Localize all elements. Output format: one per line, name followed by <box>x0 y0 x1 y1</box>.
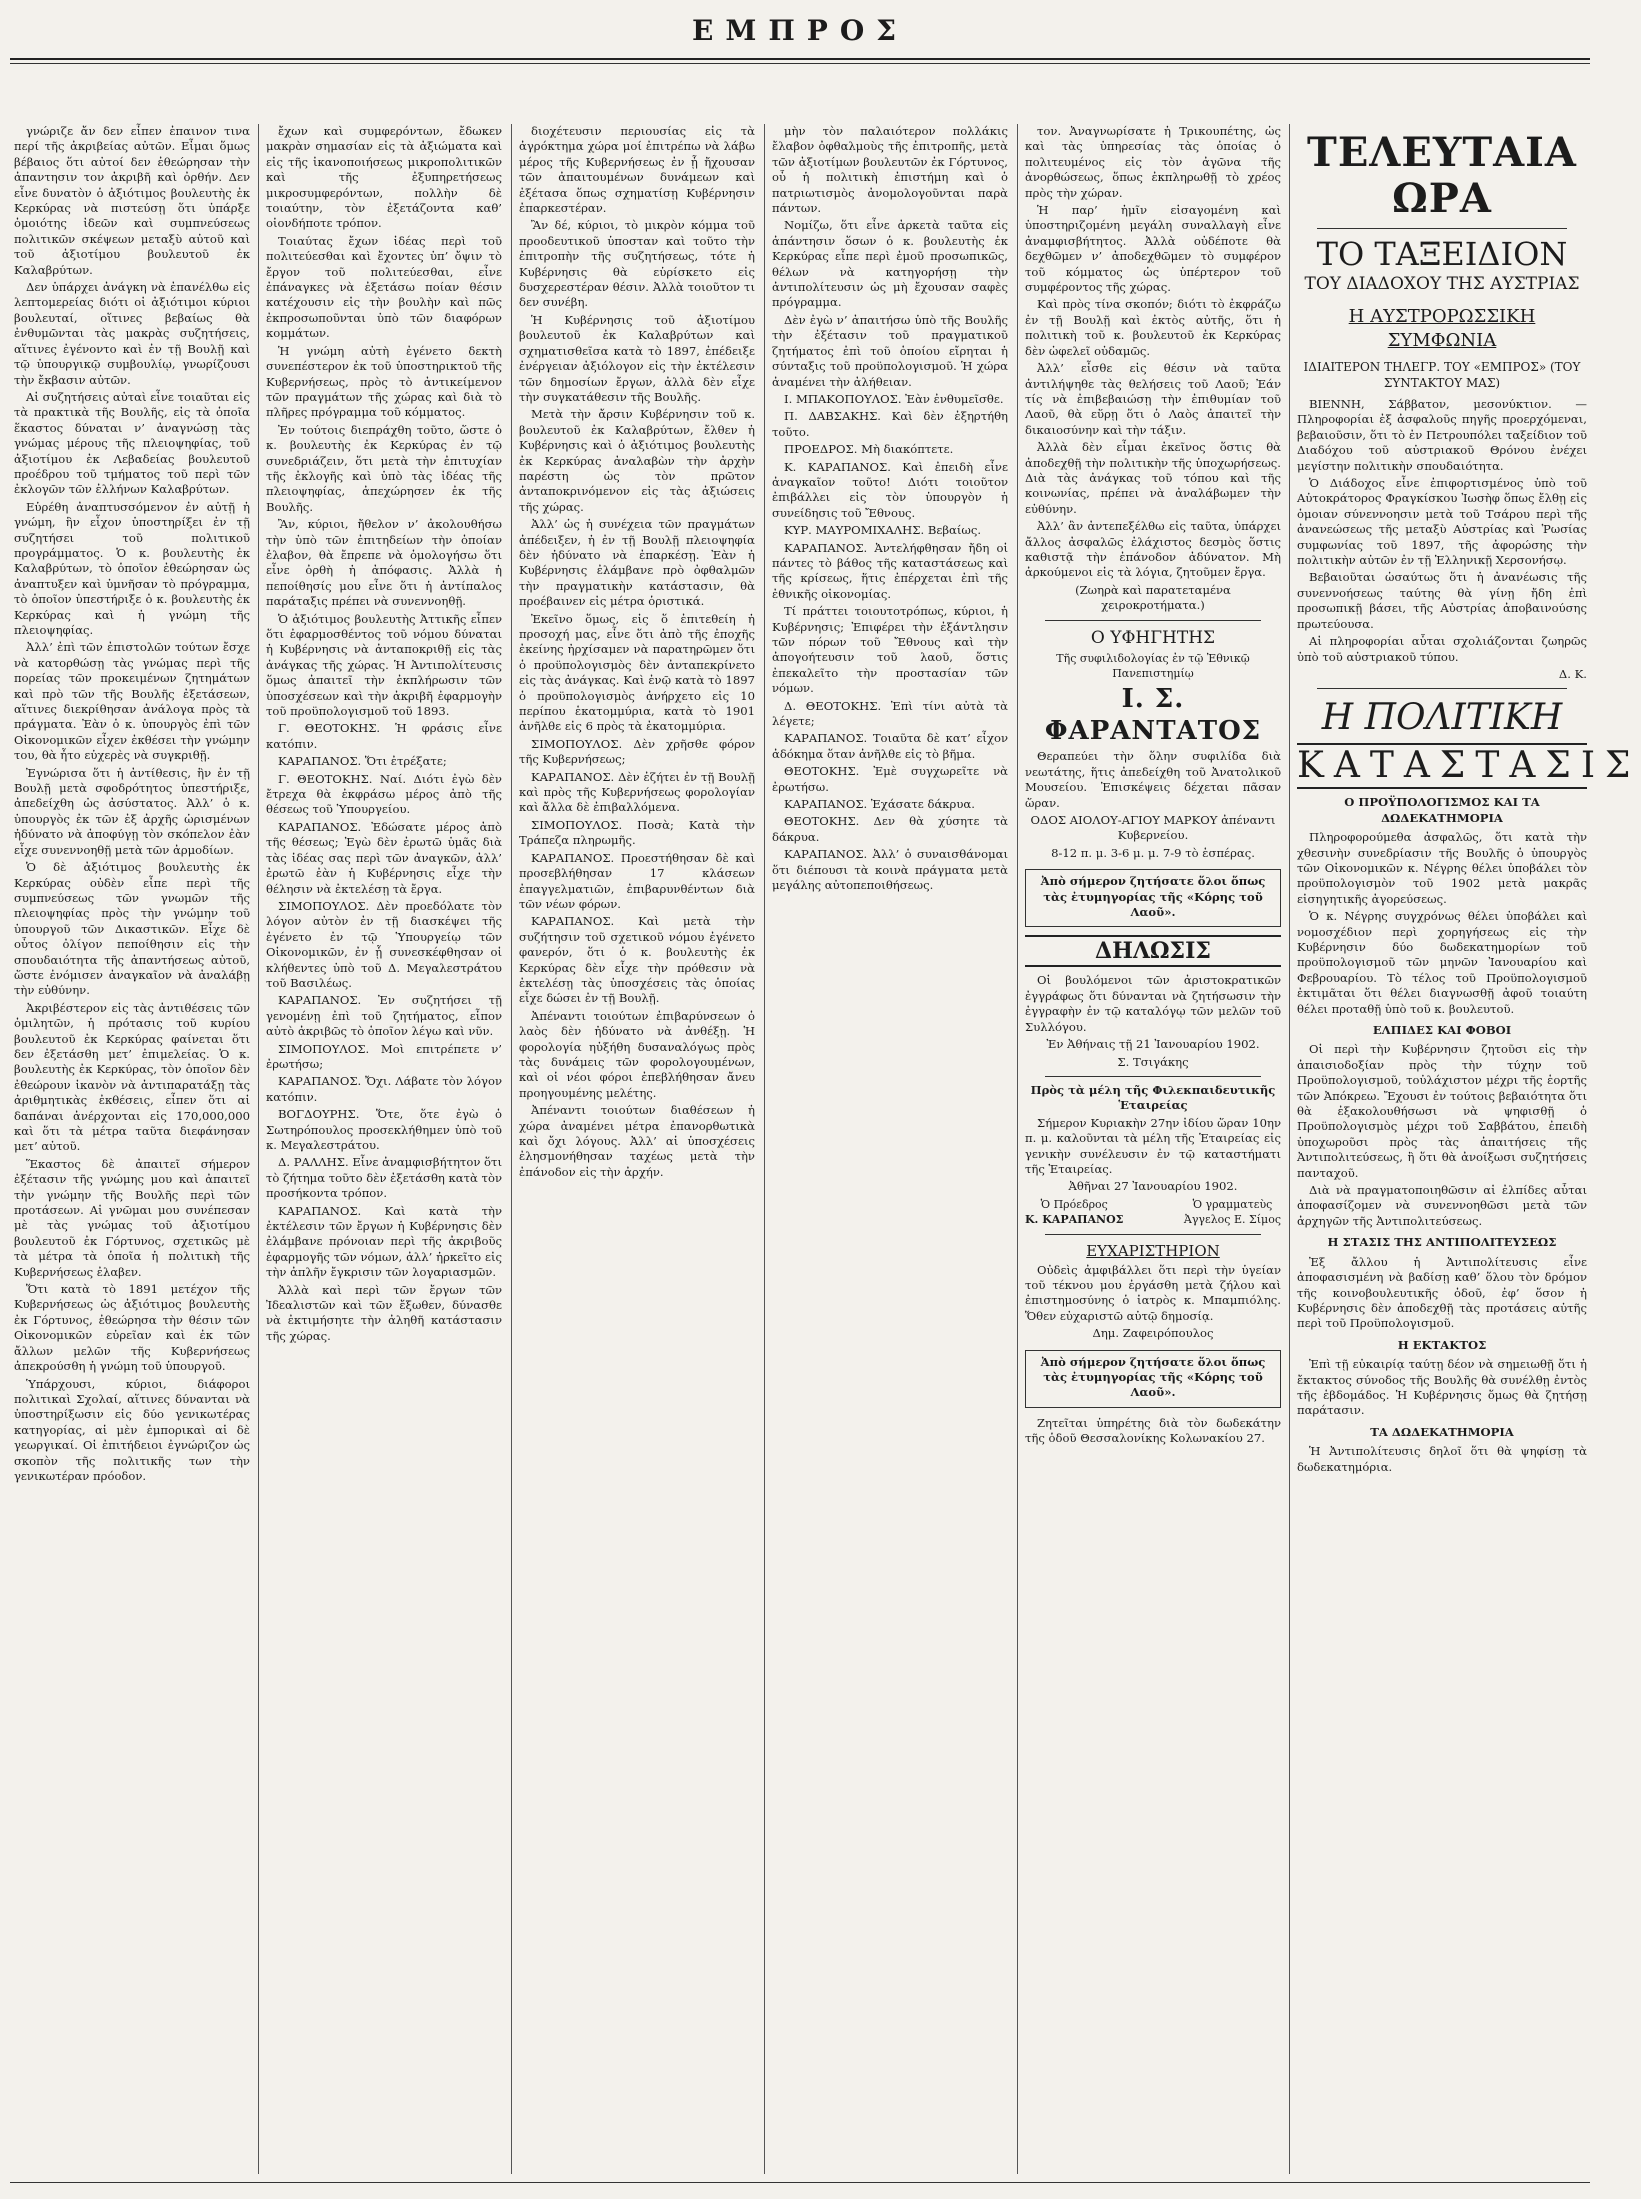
ad-hours: 8-12 π. μ. 3-6 μ. μ. 7-9 τὸ ἑσπέρας. <box>1051 845 1255 860</box>
paragraph: Ἀκριβέστερον εἰς τὰς ἀντιθέσεις τῶν ὁμιλητῶν, ἡ πρότασις τοῦ κυρίου βουλευτοῦ ἐκ Κερκύρας φαίνεται ὅτι δεν ἐξετάσθη μετ’ ἐπιμελείας. Ὁ κ. βουλευτὴς ἐκ Κερκύρας, τὸν ὁποῖον δὲν ἐθεώρουν ἱκανὸν νὰ ἀντιπαρατάξῃ τὰς ἀριθμητικὰς ἐκθέσεις, εἶπεν ὅτι αἱ δαπάναι ἀνέρχονται εἰς 170,000,000 καὶ ὅτι τὰ μέτρα ταῦτα διεφάνησαν μετ’ αὐτοῦ. <box>14 1000 250 1154</box>
ad-title: Ο ΥΦΗΓΗΤΗΣ <box>1090 627 1216 648</box>
last-hour-title: ΤΕΛΕΥΤΑΙΑ ΩΡΑ <box>1307 129 1577 222</box>
paragraph: Διὰ νὰ πραγματοποιηθῶσιν αἱ ἐλπίδες αὗται ἀποφασίζομεν νὰ συνεννοηθῶσι μετὰ τῶν ἀρχηγῶν τῆς Ἀντιπολιτεύσεως. <box>1297 1183 1587 1228</box>
paragraph: Ἡ γνώμη αὐτὴ ἐγένετο δεκτὴ συνεπέστερον ἐκ τοῦ ὑποστηρικτοῦ τῆς Κυβερνήσεως, πρὸς τὸ ἀντικείμενον τῶν πραγμάτων τῆς χώρας καὶ διὰ τὸ πλῆρες πρόγραμμα τοῦ κόμματος. <box>266 343 502 420</box>
paragraph: Ἐγνώρισα ὅτι ἡ ἀντίθεσις, ἣν ἐν τῇ Βουλῇ μετὰ σφοδρότητος ὑπεστήριξε, ἀπεδείχθη ὡς ἀσύστατος. Ἀλλ’ ὁ κ. ὑπουργὸς ἐκ τῶν ἐξ ἀρχῆς ὡρισμένων ἠδύνατο νὰ ἀποφύγῃ τὸν σκόπελον ἐὰν εἶχε συνεννοηθῇ μετὰ τῶν ἀρμοδίων. <box>14 765 250 857</box>
paragraph: Ἀλλ’ ὡς ἡ συνέχεια τῶν πραγμάτων ἀπέδειξεν, ἡ ἐν τῇ Βουλῇ πλειοψηφία δὲν ἠδύνατο νὰ ἐπαρκέσῃ. Ἐὰν ἡ Κυβέρνησις ἐλάμβανε πρὸ ὀφθαλμῶν τὴν πραγματικὴν κατάστασιν, θὰ προέβαινεν εἰς μέτρα ὁριστικά. <box>519 517 755 609</box>
paragraph: Ὁ δὲ ἀξιότιμος βουλευτὴς ἐκ Κερκύρας οὐδὲν εἶπε περὶ τῆς συμπνεύσεως τῶν γνωμῶν τῆς πλειοψηφίας πρὸς τὴν γνώμην τοῦ ὑπουργοῦ τῶν Δικαστικῶν. Εἶχε δὲ οὗτος ὀλίγον πεποίθησιν εἰς τὴν σπουδαιότητα τῆς ἀπαντήσεως αὐτοῦ, ὥστε ἐνόμισεν ἀναγκαῖον νὰ ἀναλάβῃ τὴν εὐθύνην. <box>14 860 250 998</box>
secretary-block <box>1184 1197 1281 1228</box>
speaker-line: ΠΡΟΕΔΡΟΣ. Μὴ διακόπτετε. <box>784 442 954 457</box>
paragraph: Καὶ πρὸς τίνα σκοπόν; διότι τὸ ἐκφράζω ἐν τῇ Βουλῇ καὶ ἐκτὸς αὐτῆς, ὅτι ἡ πολιτικὴ τοῦ κ. βουλευτοῦ ἐκ Κερκύρας δὲν ὠφελεῖ οὐδαμῶς. <box>1025 297 1281 358</box>
speaker-line: ΘΕΟΤΟΚΗΣ. Δεν θὰ χύσητε τὰ δάκρυα. <box>772 814 1008 844</box>
paragraph: Πληροφορούμεθα ἀσφαλῶς, ὅτι κατὰ τὴν χθεσινὴν συνεδρίασιν τῆς Βουλῆς ὁ ὑπουργὸς τῶν Οἰκονομικῶν κ. Νέγρης θέλει ὑποβάλει τὸν προϋπολογισμὸν τοῦ 1902 μετὰ μακρᾶς εἰσηγητικῆς ἀγορεύσεως. <box>1297 830 1587 906</box>
paragraph: Ὑπάρχουσι, κύριοι, διάφοροι πολιτικαὶ Σχολαί, αἵτινες δύνανται νὰ ὑποστηρίξωσιν εἰς δύο γενικωτέρας κατηγορίας, αἱ μὲν ἐμπορικαὶ αἱ δὲ γεωργικαί. Οἱ ἐπιτήδειοι ἐγνώριζον ὡς σκοπὸν τῆς πολιτικῆς των τὴν γενικωτέραν πρόοδον. <box>14 1376 250 1483</box>
masthead-rule <box>10 58 1590 60</box>
ad-address: ΟΔΟΣ ΑΙΟΛΟΥ-ΑΓΙΟΥ ΜΑΡΚΟΥ ἀπέναντι Κυβερνείου. <box>1030 813 1276 843</box>
section-divider <box>1045 1076 1261 1077</box>
masthead-rule-thin <box>10 63 1590 64</box>
secretary-name: Ἀγγελος Ε. Σίμος <box>1183 1213 1281 1227</box>
column-3 <box>519 124 755 2174</box>
column-2 <box>266 124 502 2174</box>
secretary-title: Ὁ γραμματεὺς <box>1192 1197 1273 1211</box>
paragraph: Ὁ Διάδοχος εἶνε ἐπιφορτισμένος ὑπὸ τοῦ Αὐτοκράτορος Φραγκίσκου Ἰωσὴφ ὅπως ἔλθῃ εἰς ὁμοιαν σύνεννοησιν μετὰ τοῦ Τσάρου περὶ τῆς ἀνανεώσεως τῆς μεταξὺ Αὐστρίας καὶ Ῥωσίας συμφωνίας τοῦ 1897, τῆς ἀφορώσης τὴν πολιτικὴν αὐτῶν ἐν τῇ Ἑλληνικῇ Χερσονήσῳ. <box>1297 476 1587 568</box>
society-notice-head: Πρὸς τὰ μέλη τῆς Φιλεκπαιδευτικῆς Ἑταιρείας <box>1030 1082 1276 1113</box>
paragraph: Τί πράττει τοιουτοτρόπως, κύριοι, ἡ Κυβέρνησις; Ἐπιφέρει τὴν ἐξάντλησιν τῶν πόρων τοῦ Ἔθνους καὶ τὴν ἀπογοήτευσιν τοῦ λαοῦ, ὅστις ἐπεκαλεῖτο τὴν προστασίαν τῶν νόμων. <box>772 604 1008 696</box>
paragraph: Ἀλλ’ εἶσθε εἰς θέσιν νὰ ταῦτα ἀντιλήψηθε τὰς θελήσεις τοῦ Λαοῦ; Ἐάν τίς νὰ ἐπιβεβαιώσῃ τὴν ἐπιθυμίαν τοῦ Λαοῦ, θὰ εὕρῃ ὅτι ὁ Λαὸς ἀπαιτεῖ τὴν δικαιοσύνην καὶ τὴν τάξιν. <box>1025 361 1281 437</box>
speaker-line: ΚΥΡ. ΜΑΥΡΟΜΙΧΑΛΗΣ. Βεβαίως. <box>784 523 982 538</box>
speaker-line: ΣΙΜΟΠΟΥΛΟΣ. Δὲν προεδόλατε τὸν λόγον αὐτὸν ἐν τῇ διασκέψει τῆς ἐγένετο ἐν τῷ Ὑπουργείῳ τῶν Οἰκονομικῶν, ἐν ᾗ συνεσκέφθησαν οἱ κλήθεντες ὑπὸ τοῦ Δ. Μεγαλεστράτου τοῦ Βασιλέως. <box>266 898 502 990</box>
speaker-line: ΚΑΡΑΠΑΝΟΣ. Προεστήθησαν δὲ καὶ προσεβλήθησαν 17 κλάσεων ἐπαγγελματιῶν, ἐπιβαρυνθέντων διὰ τῶν νέων φόρων. <box>519 850 755 911</box>
column-divider <box>1017 124 1018 2174</box>
paragraph: Ἐξ ἄλλου ἡ Ἀντιπολίτευσις εἶνε ἀποφασισμένη νὰ βαδίσῃ καθ’ ὅλου τὸν δρόμον τῆς κοινοβουλευτικῆς ὁδοῦ, ἐφ’ ὅσον ἡ Κυβέρνησις δὲν ἀποδεχθῇ τὰς προτάσεις αὐτῆς περὶ τοῦ Προϋπολογισμοῦ. <box>1297 1254 1587 1331</box>
column-divider <box>1289 124 1290 2174</box>
paragraph: Ἐκεῖνο ὅμως, εἰς ὅ ἐπιτεθείη ἡ προσοχή μας, εἶνε ὅτι ἀπὸ τῆς ἐποχῆς ἐκείνης ἠρχίσαμεν νὰ παρατηρῶμεν ὅτι ὁ προϋπολογισμὸς δὲν ἀνταπεκρίνετο εἰς τὰς ἀνάγκας. Καὶ ἐνῷ κατὰ τὸ 1897 ὁ προϋπολογισμὸς ἀνήρχετο εἰς 10 περίπου ἑκατομμύρια, κατὰ τὸ 1901 ἀνῆλθε εἰς 6 πρὸς τὰ ἐκατομμύρια. <box>519 611 755 734</box>
paragraph: Ἕκαστος δὲ ἀπαιτεῖ σήμερον ἐξέτασιν τῆς γνώμης μου καὶ ἀπαιτεῖ τὴν γνώμην τῆς Βουλῆς περὶ τῶν προτάσεων. Αἱ γνῶμαι μου συνέπεσαν μὲ τὰς γνώμας τοῦ ἀξιοτίμου βουλευτοῦ ἐκ Γόρτυνος, σχετικῶς μὲ τὰ μέτρα τὰ ὁποῖα ἡ πολιτικὴ τῆς Κυβερνήσεως ἐλαβεν. <box>14 1156 250 1279</box>
thanks-signature: Δημ. Ζαφειρόπουλος <box>1092 1326 1214 1341</box>
speaker-line: ΚΑΡΑΠΑΝΟΣ. Καὶ μετὰ τὴν συζήτησιν τοῦ σχετικοῦ νόμου ἐγένετο φανερόν, ὅτι ὁ κ. βουλευτὴς ἐκ Κερκύρας δὲν εἶχε τὴν πρόθεσιν νὰ ἐκτελέσῃ τὰς ὑποσχέσεις τὰς ὁποίας εἶχε δώσει ἐν τῇ Βουλῇ. <box>519 914 755 1006</box>
speaker-line: Κ. ΚΑΡΑΠΑΝΟΣ. Καὶ ἐπειδὴ εἶνε ἀναγκαῖον τοῦτο! Διότι τοιοῦτον ἐπιβάλλει εἰς τὸν ὑπουργὸν ἡ συνείδησις τοῦ Ἔθνους. <box>772 459 1008 520</box>
column-1 <box>14 124 250 2174</box>
column-4 <box>772 124 1008 2174</box>
headline-trip: ΤΟ ΤΑΞΕΙΔΙΟΝ <box>1316 235 1568 273</box>
speaker-line: Δ. ΡΑΛΛΗΣ. Εἶνε ἀναμφισβήτητον ὅτι τὸ ζήτημα τοῦτο δὲν ἐξετάσθη κατὰ τὸν προσήκοντα τρόπον. <box>266 1155 503 1201</box>
president-title: Ὁ Πρόεδρος <box>1040 1197 1108 1211</box>
column-divider <box>511 124 512 2174</box>
paragraph: Δὲν ἐγὼ ν’ ἀπαιτήσω ὑπὸ τῆς Βουλῆς τὴν ἐξέτασιν τοῦ πραγματικοῦ ζητήματος ἐπὶ τοῦ ὁποίου εἴρηται ἡ σύνταξις τοῦ προϋπολογισμοῦ. Ἡ χώρα ἀναμένει τὴν ἀλήθειαν. <box>772 312 1008 389</box>
political-title-2: ΚΑΤΑΣΤΑΣΙΣ <box>1297 743 1587 789</box>
paragraph: Ἀπέναντι τοιούτων διαθέσεων ἡ χώρα ἀναμένει μέτρα ἐπανορθωτικὰ καὶ ὄχι λόγους. Ἀλλ’ αἱ ὑποσχέσεις ἐλησμονήθησαν ταχέως μετὰ τὴν ἐπάνοδον εἰς τὴν ἀρχήν. <box>519 1103 755 1179</box>
paragraph: Ὁ κ. Νέγρης συγχρόνως θέλει ὑποβάλει καὶ νομοσχέδιον περὶ χορηγήσεως εἰς τὴν Κυβέρνησιν δύο δωδεκατημορίων τοῦ προϋπολογισμοῦ τῶν μηνῶν Ἰανουαρίου καὶ Φεβρουαρίου. Τὸ τέλος τοῦ Προϋπολογισμοῦ ἐκτιμᾶται ὅτι θέλει διαγνωσθῇ ἀφοῦ τοιαύτη θέλει προταθῇ ὑπὸ τοῦ κ. βουλευτοῦ. <box>1297 909 1587 1016</box>
paragraph: Εὑρέθη ἀναπτυσσόμενον ἐν αὐτῇ ἡ γνώμη, ἣν εἶχον ὑποστηρίξει ἐν τῇ συζητήσει τοῦ πολιτικοῦ προγράμματος. Ὁ κ. βουλευτὴς ἐκ Καλαβρύτων, τὸ ὁποῖον ἐθεώρησαν ὡς ἀναπτυξεν καὶ ὑμνῆσαν τὸ πρόγραμμα, τὸ ὁποῖον ὑπεστήριξε ὁ κ. βουλευτὴς ἐκ Κερκύρας καὶ ἡ γνώμη τῆς πλειοψηφίας. <box>14 499 250 637</box>
speaker-line: ΚΑΡΑΠΑΝΟΣ. Ὅτι ἐτρέξατε; <box>278 754 447 769</box>
section-heading: ΕΛΠΙΔΕΣ ΚΑΙ ΦΟΒΟΙ <box>1372 1023 1512 1037</box>
notice-text: Ἀπὸ σήμερον ζητήσατε ὅλοι ὅπως τὰς ἐτυμηγορίας τῆς «Κόρης τοῦ Λαοῦ». <box>1040 874 1266 920</box>
ad-subtitle: Τῆς συφιλιδολογίας ἐν τῷ Ἐθνικῷ Πανεπιστημίῳ <box>1056 651 1250 680</box>
declaration-title: ΔΗΛΩΣΙΣ <box>1025 935 1281 967</box>
notice-box <box>1025 869 1281 927</box>
speaker-line: ΚΑΡΑΠΑΝΟΣ. Ἐδώσατε μέρος ἀπὸ τῆς θέσεως; Ἐγὼ δὲν ἐρωτῶ ὑμᾶς διὰ τὰς ἰδέας σας περὶ τῶν ἀναγκῶν, ἀλλ’ ἐρωτῶ ἐὰν ἡ Κυβέρνησις εἶχε τὴν θέλησιν νὰ ἐκτελέσῃ τὰ ἔργα. <box>266 819 502 896</box>
speaker-line: ΚΑΡΑΠΑΝΟΣ. Δὲν ἐζήτει ἐν τῇ Βουλῇ καὶ πρὸς τῆς Κυβερνήσεως φορολογίαν καὶ ἄλλα δὲ ἐπιβαλλόμενα. <box>519 769 755 815</box>
column-6 <box>1297 124 1641 2174</box>
speaker-line: ΚΑΡΑΠΑΝΟΣ. Τοιαῦτα δὲ κατ’ εἶχον ἀδόκημα ὅταν ἀνῆλθε εἰς τὸ βῆμα. <box>772 731 1008 761</box>
paragraph: Ἐπὶ τῇ εὐκαιρίᾳ ταύτῃ δέον νὰ σημειωθῇ ὅτι ἡ ἔκτακτος σύνοδος τῆς Βουλῆς θὰ συνέλθῃ ἐντὸς τῆς ἑβδομάδος. Ἡ Κυβέρνησις ὅμως θὰ ζητήσῃ παράτασιν. <box>1297 1357 1587 1418</box>
section-heading: Η ΣΤΑΣΙΣ ΤΗΣ ΑΝΤΙΠΟΛΙΤΕΥΣΕΩΣ <box>1327 1235 1557 1250</box>
section-divider <box>1317 688 1567 689</box>
paragraph: Βεβαιοῦται ὡσαύτως ὅτι ἡ ἀνανέωσις τῆς συνεννοήσεως ταύτης θὰ γίνῃ ἤδη ἐπὶ προσωπικῇ βάσει, τῆς Αὐστρίας ἀποβαινούσης πρωτεύουσα. <box>1297 570 1587 631</box>
paragraph: Ἂν, κύριοι, ἤθελον ν’ ἀκολουθήσω τὴν ὑπὸ τῶν ἐπιτηδείων τὴν ὁποίαν ἐλαβον, θὰ ἔπρεπε νὰ ὁμολογήσω ὅτι εἶνε ὀρθὴ ἡ ἀπόφασις. Ἀλλὰ ἡ πεποίθησίς μου εἶνε ὅτι ἡ ἀντίπαλος παράταξις πρέπει νὰ συνεννοηθῇ. <box>266 517 502 609</box>
declaration-signature: Σ. Τσιγάκης <box>1117 1054 1189 1069</box>
speaker-line: ΚΑΡΑΠΑΝΟΣ. Ἀλλ’ ὁ συναισθάνομαι ὅτι διέπουσι τὰ κοινὰ πράγματα μετὰ μεγάλης αὐτοπεποιθήσεως. <box>772 847 1008 893</box>
speaker-line: ΚΑΡΑΠΑΝΟΣ. Ἐχάσατε δάκρυα. <box>784 797 975 812</box>
paragraph: Ἀλλ’ ἐπὶ τῶν ἐπιστολῶν τούτων ἔσχε νὰ κατορθώσῃ τὰς γνώμας περὶ τῆς πορείας τῶν προκειμένων ζητημάτων καὶ πρὸ τῶν τῆς Βουλῆς ἐξετάσεων, αἵτινες διεκρίθησαν ἀνάλογα πρὸς τὰ πράγματα. Ἐὰν ὁ κ. ὑπουργὸς ἐπὶ τῶν Οἰκονομικῶν εἶχεν ἐκθέσει τὴν γνώμην του, θὰ ἦτο εὐχερὲς νὰ συγκριθῇ. <box>14 640 250 763</box>
column-divider <box>764 124 765 2174</box>
paragraph: Ἂν δέ, κύριοι, τὸ μικρὸν κόμμα τοῦ προοδευτικοῦ ὑποσταν καὶ τοῦτο τὴν ἐπιτροπὴν τῆς συζητήσεως, τότε ἡ Κυβέρνησις θὰ εὑρίσκετο εἰς δυσχερεστέραν θέσιν. Ἀλλὰ τοιοῦτον τι δεν συνέβη. <box>519 218 755 310</box>
paragraph: Ἡ παρ’ ἡμῖν εἰσαγομένη καὶ ὑποστηριζομένη μεγάλη συναλλαγὴ εἶνε ἀναμφισβήτητος. Ἀλλὰ οὐδέποτε θὰ δεχθῶμεν ν’ ἀποδεχθῶμεν τὸ συμφέρον τοῦ κόμματος ὡς ὑπέρτερον τοῦ συμφέροντος τῆς χώρας. <box>1025 203 1281 295</box>
paragraph: Ἀλλ’ ἂν ἀντεπεξέλθω εἰς ταῦτα, ὑπάρχει ἄλλος ἀσφαλῶς ἐλάχιστος δεσμὸς ὅστις καθιστᾷ τὴν ἐπάνοδον ἀδύνατον. Μὴ ἀρκούμενοι εἰς τὰ λόγια, ζητοῦμεν ἔργα. <box>1025 519 1281 580</box>
ad-body: Θεραπεύει τὴν ὅλην συφιλίδα διὰ νεωτάτης, ἥτις ἀπεδείχθη τοῦ Ἀνατολικοῦ Μουσείου. Ἐπισκέψεις δέχεται πᾶσαν ὥραν. <box>1025 749 1281 810</box>
wire-signature: Δ. Κ. <box>1558 666 1587 681</box>
declaration-date: Ἐν Ἀθήναις τῇ 21 Ἰανουαρίου 1902. <box>1046 1037 1260 1052</box>
applause-note: (Ζωηρὰ καὶ παρατεταμένα χειροκροτήματα.) <box>1075 582 1231 613</box>
paragraph: Ἡ Κυβέρνησις τοῦ ἀξιοτίμου βουλευτοῦ ἐκ Καλαβρύτων καὶ σχηματισθεῖσα κατὰ τὸ 1897, ἐπέδειξε ἐνέργειαν ἀξιόλογον εἰς τὴν ἐκτέλεσιν τῶν δημοσίων ἔργων, ἀλλὰ δὲν εἶχε τὴν συγκατάθεσιν τῆς Βουλῆς. <box>519 312 755 404</box>
speaker-line: ΚΑΡΑΠΑΝΟΣ. Καὶ κατὰ τὴν ἐκτέλεσιν τῶν ἔργων ἡ Κυβέρνησις δὲν ἐλάμβανε πρόνοιαν περὶ τῆς ἀκριβοῦς ἐφαρμογῆς τῶν νόμων, ἀλλ’ ἠρκεῖτο εἰς τὴν ἀπλῆν ἔγκρισιν τῶν λογαριασμῶν. <box>266 1203 502 1280</box>
paragraph: Ἐν τούτοις διεπράχθη τοῦτο, ὥστε ὁ κ. βουλευτὴς ἐκ Κερκύρας ἐν τῷ συνεδριάζειν, ὅτι μετὰ τὴν ἐπιτυχίαν τῆς ἐκλογῆς καὶ ὑπὸ τὰς ἰδέας τῆς πλειοψηφίας, ἀπεχώρησεν ἐκ τῆς Βουλῆς. <box>266 422 502 514</box>
paragraph: Ἀπέναντι τοιούτων ἐπιβαρύνσεων ὁ λαὸς δὲν ἠδύνατο νὰ ἀνθέξῃ. Ἡ φορολογία ηὐξήθη δυσαναλόγως πρὸς τὰς δυνάμεις τῶν φορολογουμένων, καὶ οἱ νέοι φόροι ἐπεβλήθησαν ἄνευ προηγουμένης μελέτης. <box>519 1008 755 1100</box>
political-title: Η ΠΟΛΙΤΙΚΗ <box>1321 697 1563 739</box>
notice-box <box>1025 1350 1281 1408</box>
paragraph: Ἡ Ἀντιπολίτευσις δηλοῖ ὅτι θὰ ψηφίσῃ τὰ δωδεκατημόρια. <box>1297 1444 1587 1474</box>
speaker-line: Γ. ΘΕΟΤΟΚΗΣ. Ναί. Διότι ἐγὼ δὲν ἔτρεχα θὰ ἐκφράσω μέρος ἀπὸ τῆς θέσεως τοῦ Ὑπουργείου. <box>266 771 502 817</box>
speaker-line: Γ. ΘΕΟΤΟΚΗΣ. Ἡ φράσις εἶνε κατόπιν. <box>266 721 502 751</box>
paragraph: Αἱ πληροφορίαι αὗται σχολιάζονται ζωηρῶς ὑπὸ τοῦ αὐστριακοῦ τύπου. <box>1297 634 1587 664</box>
paragraph: ΒΙΕΝΝΗ, Σάββατον, μεσονύκτιον. — Πληροφορίαι ἐξ ἀσφαλοῦς πηγῆς προερχόμεναι, βεβαιοῦσιν, ὅτι τὸ ἐν Πετρουπόλει ταξείδιον τοῦ Διαδόχου τοῦ αὐστριακοῦ Θρόνου ἐνέχει μεγίστην πολιτικὴν σπουδαιότητα. <box>1297 397 1587 473</box>
doctor-advertisement <box>1025 627 1281 862</box>
paragraph: τον. Ἀναγνωρίσατε ἡ Τρικουπέτης, ὡς καὶ τὰς ὑπηρεσίας τὰς ὁποίας ὁ πολιτευμένος εἰς τὸν ἀγῶνα τῆς ἀνορθώσεως, ὅπως ἐκπληρωθῇ τὸ χρέος πρὸς τὴν χώραν. <box>1025 124 1281 200</box>
speaker-line: ΘΕΟΤΟΚΗΣ. Ἐμὲ συγχωρεῖτε νὰ ἐρωτήσω. <box>772 764 1008 794</box>
paragraph: Ὁ ἀξιότιμος βουλευτὴς Ἀττικῆς εἶπεν ὅτι ἐφαρμοσθέντος τοῦ νόμου δύναται ἡ Κυβέρνησις νὰ ἀνταποκριθῇ εἰς τὰς ἀνάγκας τῆς χώρας. Ἡ Ἀντιπολίτευσις ὅμως ἀπαιτεῖ τὴν ἐκπλήρωσιν τῶν ὑποσχέσεων καὶ τὴν ἀκριβῆ ἐφαρμογὴν τοῦ προϋπολογισμοῦ τοῦ 1893. <box>266 611 502 719</box>
society-notice-date: Ἀθῆναι 27 Ἰανουαρίου 1902. <box>1068 1179 1238 1194</box>
section-divider <box>1045 1234 1261 1235</box>
declaration-body: Οἱ βουλόμενοι τῶν ἀριστοκρατικῶν ἐγγράφως ὅτι δύνανται νὰ ζητήσωσιν τὴν ἐγγραφὴν ἐν τῷ καταλόγῳ τῶν μελῶν τοῦ Συλλόγου. <box>1025 973 1281 1034</box>
notice-text: Ἀπὸ σήμερον ζητήσατε ὅλοι ὅπως τὰς ἐτυμηγορίας τῆς «Κόρης τοῦ Λαοῦ». <box>1040 1354 1266 1400</box>
speaker-line: ΣΙΜΟΠΟΥΛΟΣ. Ποσὰ; Κατὰ τὴν Τράπεζα πληρωμῆς. <box>519 817 755 848</box>
speaker-line: ΚΑΡΑΠΑΝΟΣ. Ὄχι. Λάβατε τὸν λόγον κατόπιν. <box>266 1074 502 1104</box>
column-5 <box>1025 124 1281 2174</box>
society-signatures <box>1025 1197 1281 1228</box>
speaker-line: ΚΑΡΑΠΑΝΟΣ. Ἐν συζητήσει τῇ γενομένῃ ἐπὶ τοῦ ζητήματος, εἶπον αὐτὸ ἀκριβῶς τὸ ὁποῖον λέγω καὶ νῦν. <box>266 993 502 1039</box>
speaker-line: Ι. ΜΠΑΚΟΠΟΥΛΟΣ. Ἐὰν ἐνθυμεῖσθε. <box>784 391 1004 406</box>
headline-trip-sub: ΤΟΥ ΔΙΑΔΟΧΟΥ ΤΗΣ ΑΥΣΤΡΙΑΣ <box>1304 274 1580 294</box>
paragraph: Ἀλλὰ καὶ περὶ τῶν ἔργων τῶν Ἰδεαλιστῶν καὶ τῶν ἔξωθεν, δύνασθε νὰ ἐκτιμήσητε τὴν ἀληθῆ κατάστασιν τῆς χώρας. <box>266 1282 502 1343</box>
ad-name: Ι. Σ. ΦΑΡΑΝΤΑΤΟΣ <box>1044 684 1262 747</box>
paragraph: Νομίζω, ὅτι εἶνε ἀρκετὰ ταῦτα εἰς ἀπάντησιν ὅσων ὁ κ. βουλευτὴς ἐκ Κερκύρας εἶπε περὶ ἐμοῦ προσωπικῶς, θέλων νὰ κατηγορήσῃ τὴν ἀντιπολίτευσιν ὡς μὴ ἔχουσαν σαφὲς πρόγραμμα. <box>772 218 1008 310</box>
section-heading: Η ΕΚΤΑΚΤΟΣ <box>1397 1337 1487 1352</box>
speaker-line: ΣΙΜΟΠΟΥΛΟΣ. Μοὶ επιτρέπετε ν’ ἐρωτήσω; <box>266 1041 502 1071</box>
speaker-line: Π. ΔΑΒΣΑΚΗΣ. Καὶ δὲν ἐξηρτήθη τοῦτο. <box>772 409 1008 439</box>
speaker-line: Δ. ΘΕΟΤΟΚΗΣ. Ἐπὶ τίνι αὐτὰ τὰ λέγετε; <box>772 698 1008 729</box>
paragraph: Τοιαύτας ἔχων ἰδέας περὶ τοῦ πολιτεύεσθαι καὶ ἔχοντες ὑπ’ ὄψιν τὸ ἔργον τοῦ πολιτεύεσθαι, εἶνε ἐπάναγκες νὰ ἐξετάσω ποίαν θέσιν κατέχουσιν εἰς τὴν βουλὴν καὶ πῶς ἐκπροσωποῦνται ὑπὸ τῶν διαφόρων κομμάτων. <box>266 233 502 341</box>
paragraph: γνώριζε ἄν δεν εἶπεν ἐπαινον τινα περί τῆς ἀκριβείας αὐτῶν. Εἶμαι ὅμως βέβαιος ὅτι αὐτοί δεν ἐθεώρησαν τὴν ἀπαντησιν τον ἀκριβῆ καὶ ὀρθήν. Δεν εἶνε δυνατὸν ὁ ἀξιότιμος βουλευτὴς ἐκ Κερκύρας νὰ πιστεύσῃ ὅτι ὑπάρξε ὁμοιότης ἰδεῶν καὶ συμπνεύσεως πολιτικῶν σκέψεων μεταξὺ αὐτοῦ καὶ τοῦ ἀξιοτίμου βουλευτοῦ ἐκ Καλαβρύτων. <box>14 124 250 277</box>
president-name: Κ. ΚΑΡΑΠΑΝΟΣ <box>1025 1213 1124 1227</box>
section-heading: ΤΑ ΔΩΔΕΚΑΤΗΜΟΡΙΑ <box>1370 1424 1514 1439</box>
classified-ad: Ζητεῖται ὑπηρέτης διὰ τὸν δωδεκάτην τῆς ὁδοῦ Θεσσαλονίκης Κολωνακίου 27. <box>1025 1415 1281 1446</box>
column-divider <box>258 124 259 2174</box>
paragraph: μὴν τὸν παλαιότερον πολλάκις ἔλαβον ὀφθαλμοὺς τῆς ἐπιτροπῆς, μετὰ τῶν ἀξιοτίμων βουλευτῶν ἐκ Γόρτυνος, οὗ ἡ πολιτικὴ ἐπιστήμη καὶ ὁ πατριωτισμὸς ἀνομολογοῦνται παρὰ πάντων. <box>772 124 1008 216</box>
society-notice-body: Σήμερον Κυριακὴν 27ην ἰδίου ὥραν 10ην π. μ. καλοῦνται τὰ μέλη τῆς Ἑταιρείας εἰς γενικὴν συνέλευσιν ἐν τῷ καταστήματι τῆς Ἑταιρείας. <box>1025 1115 1281 1176</box>
section-divider <box>1317 228 1567 229</box>
section-divider <box>1045 620 1261 621</box>
paragraph: Ἀλλὰ δὲν εἶμαι ἐκεῖνος ὅστις θὰ ἀποδεχθῇ τὴν πολιτικὴν τῆς ὑποχωρήσεως. Διὰ τὰς ἀνάγκας τοῦ τόπου καὶ τῆς κοινωνίας, πρέπει νὰ ἀναλάβωμεν τὴν εὐθύνην. <box>1025 440 1281 516</box>
paragraph: Οἱ περὶ τὴν Κυβέρνησιν ζητοῦσι εἰς τὴν ἀπαισιοδοξίαν πρὸς τὴν τύχην τοῦ Προϋπολογισμοῦ, τοὐλάχιστον μέχρι τῆς ἑορτῆς τῶν Ἀπόκρεω. Ἔχουσι ἐν τούτοις βεβαιότητα ὅτι θὰ ἐξακολουθήσωσι νὰ ψηφισθῇ ὁ Προϋπολογισμὸς μέχρι τοῦ Σαββάτου, ἐπειδὴ ὑποχωροῦσι πρὸς τὰς ἀπαιτήσεις τῆς Ἀντιπολιτεύσεως, ἢ ὅτι θὰ ἀνοίξωσι συζητήσεις πανταχοῦ. <box>1297 1042 1587 1180</box>
section-heading: Ο ΠΡΟΫΠΟΛΟΓΙΣΜΟΣ ΚΑΙ ΤΑ ΔΩΔΕΚΑΤΗΜΟΡΙΑ <box>1344 795 1540 825</box>
bottom-rule <box>10 2182 1590 2183</box>
speaker-line: ΣΙΜΟΠΟΥΛΟΣ. Δὲν χρῆσθε φόρον τῆς Κυβερνήσεως; <box>519 736 755 767</box>
newspaper-title: ΕΜΠΡΟΣ <box>691 14 909 47</box>
paragraph: Μετὰ τὴν ἄρσιν Κυβέρνησιν τοῦ κ. βουλευτοῦ ἐκ Καλαβρύτων, ἔλθεν ἡ Κυβέρνησις καὶ ὁ ἀξιότιμος βουλευτὴς ἐκ Κερκύρας ἀναλαβὼν τὴν ἀρχὴν παρέστη ὡς τὸν πρῶτον ἀνταποκρινόμενον εἰς τὰς ἀξιώσεις τῆς χώρας. <box>519 407 755 514</box>
speaker-line: ΒΟΓΔΟΥΡΗΣ. Ὅτε, ὅτε ἐγὼ ὁ Σωτηρόπουλος προσεκλήθημεν ὑπὸ τοῦ κ. Μεγαλεστράτου. <box>266 1107 502 1152</box>
paragraph: Δεν ὑπάρχει ἀνάγκη νὰ ἐπανέλθω εἰς λεπτομερείας διότι οἱ ἀξιότιμοι κύριοι βουλευταί, οἵτινες βεβαίως θὰ ἐνθυμῶνται τὰς μακρὰς συζητήσεις, αἵτινες ἐγένοντο καὶ ἐν τῇ Βουλῇ καὶ τῷ ὑπουργικῷ συμβουλίῳ, γνωρίζουσι τὴν ἔκβασιν αὐτῶν. <box>14 280 250 387</box>
headline-agreement: Η ΑΥΣΤΡΟΡΩΣΣΙΚΗ ΣΥΜΦΩΝΙΑ <box>1348 306 1536 351</box>
telegram-byline: ΙΔΙΑΙΤΕΡΟΝ ΤΗΛΕΓΡ. ΤΟΥ «ΕΜΠΡΟΣ» (ΤΟΥ ΣΥΝΤΑΚΤΟΥ ΜΑΣ) <box>1303 360 1581 390</box>
thanks-body: Οὐδεὶς ἀμφιβάλλει ὅτι περὶ τὴν ὑγείαν τοῦ τέκνου μου ἐργάσθη μετὰ ζήλου καὶ ἐπιστημοσύνης ὁ ἰατρὸς κ. Μπαμπιόλης. Ὅθεν εὐχαριστῶ αὐτῷ δημοσίᾳ. <box>1025 1262 1281 1323</box>
president-block <box>1025 1197 1123 1228</box>
paragraph: Αἱ συζητήσεις αὐταὶ εἶνε τοιαῦται εἰς τὰ πρακτικὰ τῆς Βουλῆς, εἰς τὰ ὁποῖα ἕκαστος δύναται ν’ ἀναγνώσῃ τὰς γνώμας μέρους τῆς πλειοψηφίας, τοῦ ἀξιοτίμου ἐκ Λεβαδείας βουλευτοῦ προέδρου τοῦ τμήματος τοῦ περὶ τῶν ἐκλογῶν τῶν ἐλλήνων Καλαβρύτων. <box>14 389 250 497</box>
thanks-title: ΕΥΧΑΡΙΣΤΗΡΙΟΝ <box>1086 1241 1220 1260</box>
paragraph: διοχέτευσιν περιουσίας εἰς τὰ ἀγρόκτημα χώρα μοί ἐπιτρέπω νὰ λάβω μέρος τῆς Κυβερνήσεως ἐν ᾗ ἤχουσαν τῶν ἀπαιτουμένων δυνάμεων καὶ ἐξέτασα ὅπως σχηματίσῃ Κυβέρνησιν ἐπαρκεστέραν. <box>519 124 755 216</box>
paragraph: ἔχων καὶ συμφερόντων, ἔδωκεν μακρὰν σημασίαν εἰς τὰ ἀξιώματα καὶ εἰς τῆς ἰκανοποιήσεως μικροπολιτικῶν καὶ τῆς ἐξυπηρετήσεως μικροσυμφερόντων, πολλὴν δὲ τοιαύτην, τὸν ἐξετάζοντα καθ’ οἱονδήποτε τρόπον. <box>266 124 502 231</box>
paragraph: Ὅτι κατὰ τὸ 1891 μετέχον τῆς Κυβερνήσεως ὡς ἀξιότιμος βουλευτὴς ἐκ Γόρτυνος, ἐθεώρησα τὴν θέσιν τῶν Οἰκονομικῶν εὐρεῖαν καὶ ἐκ τῶν ἄλλων μελῶν τῆς Κυβερνήσεως ἀπεκρούσθη ἡ γνώμη τοῦ ὑπουργοῦ. <box>14 1282 250 1374</box>
masthead <box>0 8 1600 52</box>
speaker-line: ΚΑΡΑΠΑΝΟΣ. Ἀντελήφθησαν ἤδη οἱ πάντες τὸ βάθος τῆς καταστάσεως καὶ τῆς κρίσεως, ἥτις ἐπέρχεται ἐπὶ τῆς ἐθνικῆς οἰκονομίας. <box>772 540 1008 601</box>
